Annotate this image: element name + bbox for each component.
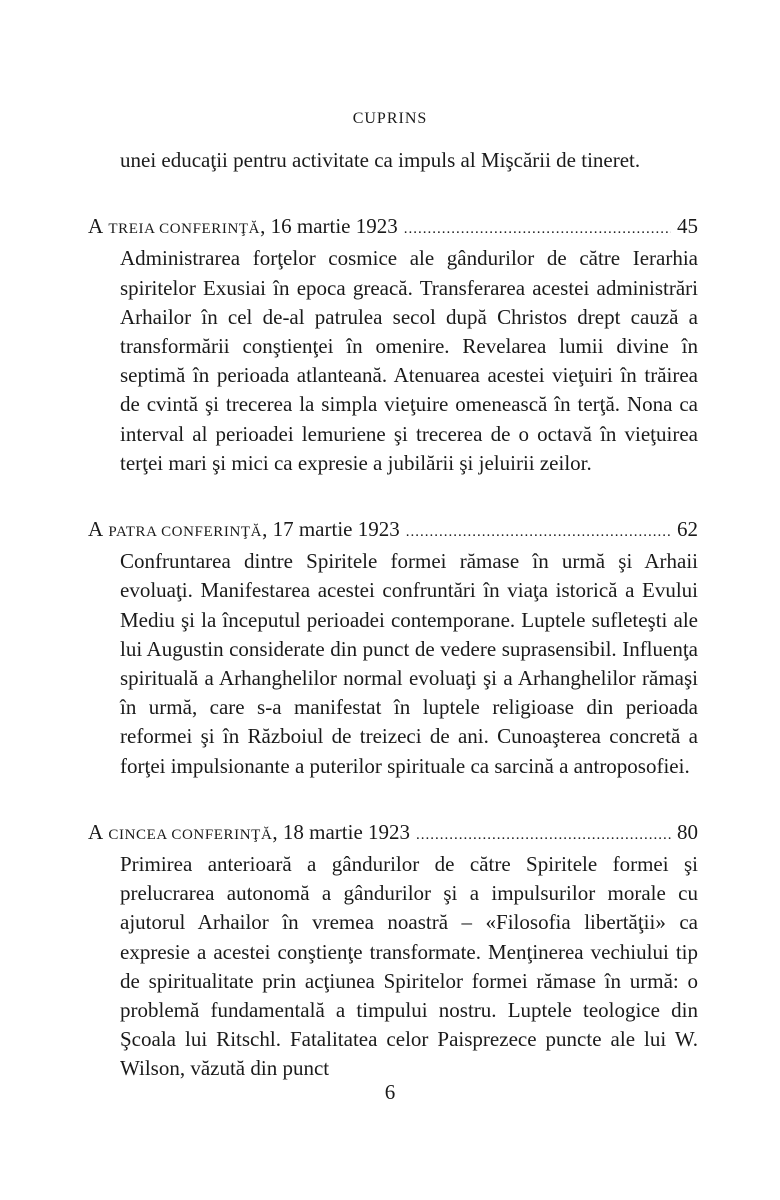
toc-entry-patra bbox=[88, 515, 698, 781]
leader-dots bbox=[416, 821, 671, 850]
heading-label: PATRA CONFERINŢĂ bbox=[108, 524, 263, 541]
continuation-text: unei educaţii pentru activitate ca impuls al Mişcării de tineret. bbox=[120, 148, 641, 172]
heading-date: , 18 martie 1923 bbox=[272, 819, 411, 844]
leader-dots bbox=[404, 215, 671, 244]
toc-entry-heading[interactable] bbox=[88, 515, 698, 547]
toc-entry-summary: Administrarea forţelor cosmice ale gândurilor de către Ierarhia spiritelor Exusiai în epoca greacă. Transferarea acestei administrări Arhailor în cel de-al patrulea secol după Christos drept cauză a transformării conştienţei în omenire. Revelarea lumii divine în septimă în perioada atlanteană. Atenuarea acestei vieţuiri în trăirea de cvintă şi trecerea la simpla vieţuire omenească în terţă. Nona ca interval al perioadei lemuriene şi trecerea de o octavă în vieţuirea terţei mari şi mici ca expresie a jubilării şi jeluirii zeilor. bbox=[120, 246, 698, 475]
heading-label: CINCEA CONFERINŢĂ bbox=[108, 826, 273, 843]
page-folio: 6 bbox=[384, 1080, 396, 1104]
page-number: 45 bbox=[677, 214, 698, 239]
page-number: 62 bbox=[677, 517, 698, 542]
heading-lead: A bbox=[88, 819, 104, 844]
toc-entry-heading[interactable] bbox=[88, 818, 698, 850]
heading-date: , 16 martie 1923 bbox=[260, 214, 398, 239]
toc-entry-treia bbox=[88, 212, 698, 478]
running-head: CUPRINS bbox=[352, 110, 428, 127]
toc-entry-heading[interactable] bbox=[88, 212, 698, 244]
heading-label: TREIA CONFERINŢĂ bbox=[108, 221, 261, 238]
page-number: 80 bbox=[677, 819, 698, 844]
heading-lead: A bbox=[88, 214, 104, 239]
toc-entry-cincea bbox=[88, 818, 698, 1084]
leader-dots bbox=[406, 518, 671, 547]
table-of-contents bbox=[88, 146, 698, 1121]
heading-lead: A bbox=[88, 517, 104, 542]
heading-date: , 17 martie 1923 bbox=[262, 517, 400, 542]
toc-entry-summary: Confruntarea dintre Spiritele formei rămase în urmă şi Arhaii evoluaţi. Manifestarea acestei confruntări în viaţa istorică a Evului Mediu şi la începutul perioadei contemporane. Luptele sufleteşti ale lui Augustin considerate din punct de vedere suprasensibil. Influenţa spirituală a Arhanghelilor normal evoluaţi şi a Arhanghelilor rămaşi în urmă, care s-a manifestat în luptele religioase din perioada reformei şi în Războiul de treizeci de ani. Cunoaşterea concretă a forţei impulsionante a puterilor spirituale ca sarcină a antroposofiei. bbox=[120, 549, 698, 778]
toc-entry-summary: Primirea anterioară a gândurilor de către Spiritele formei şi prelucrarea autonomă a gândurilor şi a impulsurilor morale cu ajutorul Arhailor în vremea noastră – «Filosofia libertăţii» ca expresie a acestei conştienţe transformate. Menţinerea vechiului tip de spiritualitate prin acţiunea Spiritelor formei rămase în urmă: o problemă fundamentală a timpului nostru. Luptele teologice din Şcoala lui Ritschl. Fatalitatea celor Paisprezece puncte ale lui W. Wilson, văzută din punct bbox=[120, 852, 698, 1081]
